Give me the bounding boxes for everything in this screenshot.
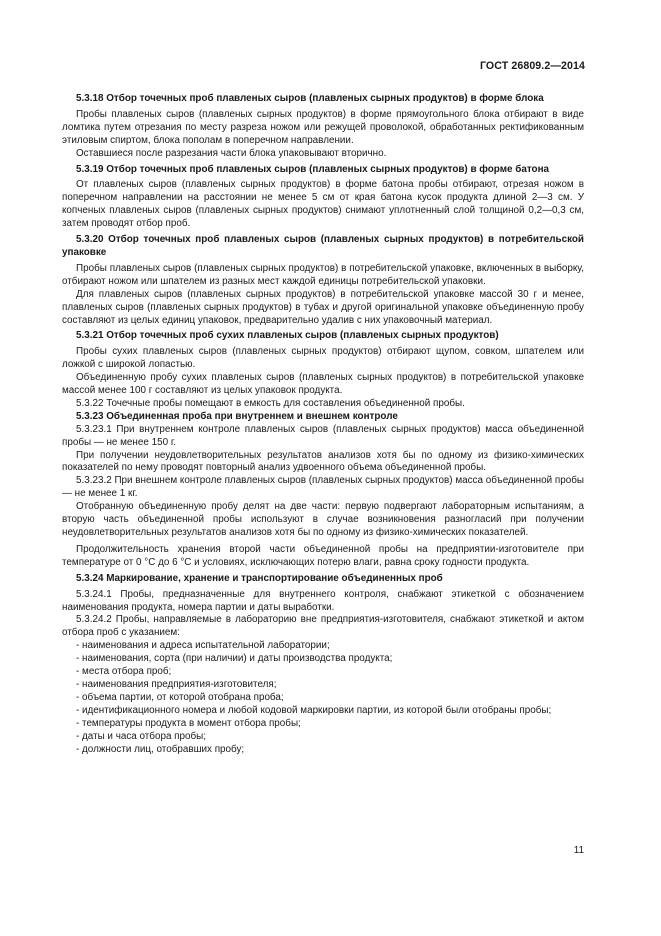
section-heading-5-3-19: 5.3.19 Отбор точечных проб плавленых сыров (плавленых сырных продуктов) в форме батона <box>76 163 550 175</box>
section-heading-5-3-23: 5.3.23 Объединенная проба при внутреннем и внешнем контроле <box>76 410 398 422</box>
list-item: - наименования, сорта (при наличии) и даты производства продукта; <box>76 653 393 665</box>
list-item: - места отбора проб; <box>76 666 172 678</box>
paragraph: Для плавленых сыров (плавленых сырных продуктов) в потребительской упаковке массой 30 г и менее, плавленых сыров (плавленых сырных продуктов) в тубах и другой оригинальной упаковке объединенную пробу составляют из целых единиц упаковок, предварительно удалив с них упаковочный материал. <box>62 288 584 326</box>
paragraph: Оставшиеся после разрезания части блока упаковывают вторично. <box>76 147 387 159</box>
paragraph: 5.3.24.1 Пробы, предназначенные для внутреннего контроля, снабжают этикеткой с обозначением наименования продукта, номера партии и даты выработки. <box>62 588 584 613</box>
list-item: - наименования и адреса испытательной лаборатории; <box>76 640 330 652</box>
paragraph: Пробы сухих плавленых сыров (плавленых сырных продуктов) отбирают щупом, совком, шпателем или ложкой с широкой лопастью. <box>62 346 584 371</box>
paragraph: 5.3.23.2 При внешнем контроле плавленых сыров (плавленых сырных продуктов) масса объединенной пробы — не менее 1 кг. <box>62 475 584 500</box>
list-item: - температуры продукта в момент отбора пробы; <box>76 717 301 729</box>
section-heading-5-3-20: 5.3.20 Отбор точечных проб плавленых сыров (плавленых сырных продуктов) в потребительской упаковке <box>62 234 584 258</box>
paragraph: 5.3.24.2 Пробы, направляемые в лабораторию вне предприятия-изготовителя, снабжают этикеткой и актом отбора проб с указанием: <box>62 614 584 639</box>
paragraph: 5.3.22 Точечные пробы помещают в емкость для составления объединенной пробы. <box>76 397 465 409</box>
list-item: - должности лиц, отобравших пробу; <box>76 743 245 755</box>
paragraph: Объединенную пробу сухих плавленых сыров (плавленых сырных продуктов) в потребительской упаковке массой менее 100 г составляют из целых упаковок продукта. <box>62 372 584 397</box>
list-item: - объема партии, от которой отобрана проба; <box>76 691 284 703</box>
paragraph: От плавленых сыров (плавленых сырных продуктов) в форме батона пробы отбирают, отрезая ножом в поперечном направлении на расстоянии не менее 5 см от края батона кусок продукта длиной 2—3 см. У копченых плавленых сыров (плавленых сырных продуктов) снимают уплотненный слой толщиной 0,2—0,3 см, затем проводят отбор проб. <box>62 179 584 230</box>
paragraph: Пробы плавленых сыров (плавленых сырных продуктов) в потребительской упаковке, включенных в выборку, отбирают ножом или шпателем из разных мест каждой единицы потребительской упаковки. <box>62 262 584 287</box>
paragraph: При получении неудовлетворительных результатов анализов хотя бы по одному из физико-химических показателей по нему проводят повторный анализ удвоенного объема объединенной пробы. <box>62 449 584 474</box>
section-heading-5-3-21: 5.3.21 Отбор точечных проб сухих плавленых сыров (плавленых сырных продуктов) <box>76 330 499 342</box>
list-item: - идентификационного номера и любой кодовой маркировки партии, из которой были отобраны пробы; <box>76 704 552 716</box>
section-heading-5-3-18: 5.3.18 Отбор точечных проб плавленых сыров (плавленых сырных продуктов) в форме блока <box>76 93 544 104</box>
page-number: 11 <box>573 845 584 856</box>
document-body <box>62 90 584 756</box>
section-heading-5-3-24: 5.3.24 Маркирование, хранение и транспортирование объединенных проб <box>76 572 443 584</box>
document-header: ГОСТ 26809.2—2014 <box>479 60 585 72</box>
paragraph: Пробы плавленых сыров (плавленых сырных продуктов) в форме прямоугольного блока отбирают в виде ломтика путем отрезания по месту разреза ножом или режущей проволокой, обработанных ректификованным этиловым спиртом, блока пополам в поперечном направлении. <box>62 108 584 146</box>
list-item: - наименования предприятия-изготовителя; <box>76 678 277 690</box>
paragraph: 5.3.23.1 При внутреннем контроле плавленых сыров (плавленых сырных продуктов) масса объединенной пробы — не менее 150 г. <box>62 423 584 448</box>
list-item: - даты и часа отбора пробы; <box>76 730 207 742</box>
paragraph: Продолжительность хранения второй части объединенной пробы на предприятии-изготовителе при температуре от 0 °С до 6 °С и условиях, исключающих потерю влаги, равна сроку годности продукта. <box>62 543 584 568</box>
paragraph: Отобранную объединенную пробу делят на две части: первую подвергают лабораторным испытаниям, а вторую часть объединенной пробы используют в случае возникновения разногласий при получении неудовлетворительных результатов анализов хотя бы по одному из физико-химических показателей. <box>62 501 584 538</box>
